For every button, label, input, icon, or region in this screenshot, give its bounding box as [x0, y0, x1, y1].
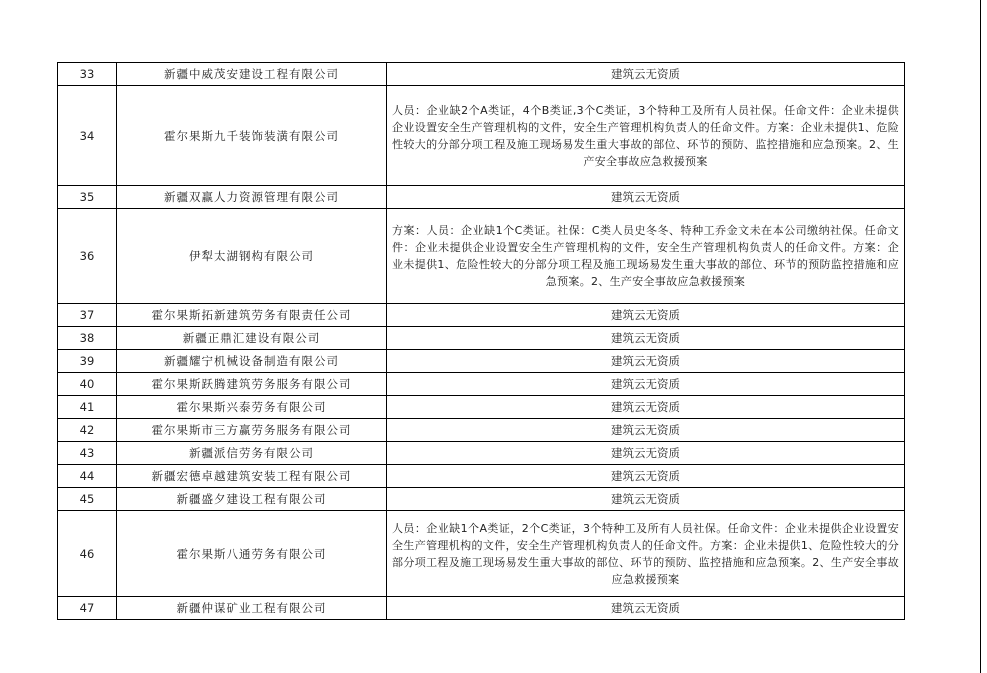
row-number: 34 [58, 86, 117, 186]
row-number: 37 [58, 304, 117, 327]
row-number: 33 [58, 63, 117, 86]
inspection-note: 建筑云无资质 [387, 465, 905, 488]
company-name: 新疆双赢人力资源管理有限公司 [117, 186, 387, 209]
company-name: 新疆耀宁机械设备制造有限公司 [117, 350, 387, 373]
company-name: 霍尔果斯八通劳务有限公司 [117, 511, 387, 597]
inspection-note: 建筑云无资质 [387, 597, 905, 620]
inspection-note: 建筑云无资质 [387, 186, 905, 209]
inspection-note: 建筑云无资质 [387, 419, 905, 442]
row-number: 40 [58, 373, 117, 396]
company-name: 伊犁太湖钢构有限公司 [117, 209, 387, 304]
inspection-note: 建筑云无资质 [387, 304, 905, 327]
table-row [58, 327, 905, 350]
row-number: 35 [58, 186, 117, 209]
company-name: 霍尔果斯跃腾建筑劳务服务有限公司 [117, 373, 387, 396]
inspection-note: 人员：企业缺2个A类证，4个B类证,3个C类证，3个特种工及所有人员社保。任命文件：企业未提供企业设置安全生产管理机构的文件，安全生产管理机构负责人的任命文件。方案：企业未提供1、危险性较大的分部分项工程及施工现场易发生重大事故的部位、环节的预防、监控措施和应急预案。2、生产安全事故应急救援预案 [387, 86, 905, 186]
table-row [58, 373, 905, 396]
row-number: 47 [58, 597, 117, 620]
inspection-note: 人员：企业缺1个A类证，2个C类证，3个特种工及所有人员社保。任命文件：企业未提供企业设置安全生产管理机构的文件，安全生产管理机构负责人的任命文件。方案：企业未提供1、危险性较大的分部分项工程及施工现场易发生重大事故的部位、环节的预防、监控措施和应急预案。2、生产安全事故应急救援预案 [387, 511, 905, 597]
table-row [58, 465, 905, 488]
table-row [58, 209, 905, 304]
table-row [58, 63, 905, 86]
company-name: 霍尔果斯拓新建筑劳务有限责任公司 [117, 304, 387, 327]
table-row [58, 396, 905, 419]
row-number: 38 [58, 327, 117, 350]
company-name: 霍尔果斯九千装饰装潢有限公司 [117, 86, 387, 186]
table-row [58, 304, 905, 327]
company-name: 新疆中威茂安建设工程有限公司 [117, 63, 387, 86]
table-row [58, 442, 905, 465]
row-number: 36 [58, 209, 117, 304]
table-row [58, 597, 905, 620]
inspection-note: 建筑云无资质 [387, 373, 905, 396]
row-number: 43 [58, 442, 117, 465]
inspection-note: 建筑云无资质 [387, 350, 905, 373]
company-name: 新疆仲谋矿业工程有限公司 [117, 597, 387, 620]
inspection-note: 建筑云无资质 [387, 327, 905, 350]
inspection-note: 建筑云无资质 [387, 396, 905, 419]
company-name: 新疆正鼎汇建设有限公司 [117, 327, 387, 350]
table-row [58, 86, 905, 186]
table-row [58, 511, 905, 597]
company-name: 新疆派信劳务有限公司 [117, 442, 387, 465]
inspection-note: 建筑云无资质 [387, 488, 905, 511]
page-right-border [980, 0, 981, 673]
company-name: 新疆盛夕建设工程有限公司 [117, 488, 387, 511]
enterprise-inspection-table [57, 62, 905, 620]
row-number: 39 [58, 350, 117, 373]
company-name: 霍尔果斯市三方赢劳务服务有限公司 [117, 419, 387, 442]
row-number: 41 [58, 396, 117, 419]
table-row [58, 186, 905, 209]
row-number: 46 [58, 511, 117, 597]
inspection-note: 方案：人员：企业缺1个C类证。社保：C类人员史冬冬、特种工乔金文未在本公司缴纳社保。任命文件：企业未提供企业设置安全生产管理机构的文件，安全生产管理机构负责人的任命文件。方案：企业未提供1、危险性较大的分部分项工程及施工现场易发生重大事故的部位、环节的预防监控措施和应急预案。2、生产安全事故应急救援预案 [387, 209, 905, 304]
table-row [58, 350, 905, 373]
company-name: 霍尔果斯兴泰劳务有限公司 [117, 396, 387, 419]
row-number: 44 [58, 465, 117, 488]
company-name: 新疆宏德卓越建筑安装工程有限公司 [117, 465, 387, 488]
table-row [58, 488, 905, 511]
row-number: 42 [58, 419, 117, 442]
table-row [58, 419, 905, 442]
row-number: 45 [58, 488, 117, 511]
inspection-note: 建筑云无资质 [387, 63, 905, 86]
inspection-note: 建筑云无资质 [387, 442, 905, 465]
